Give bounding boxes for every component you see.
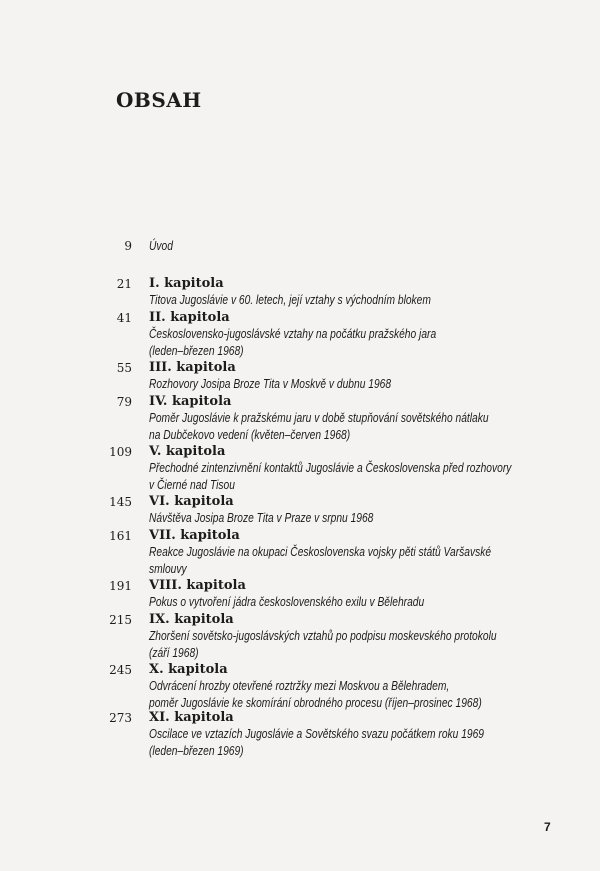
chapter-title-line: (leden–březen 1969) — [149, 744, 244, 758]
toc-entry-text — [149, 394, 563, 444]
chapter-title-line: Zhoršení sovětsko-jugoslávských vztahů po podpisu moskevského protokolu — [149, 629, 497, 643]
chapter-heading: V. kapitola — [149, 444, 226, 459]
chapter-heading: IV. kapitola — [149, 394, 232, 409]
toc-page-number: 21 — [116, 277, 132, 291]
toc-entry-text — [149, 238, 178, 255]
chapter-title-line: Rozhovory Josipa Broze Tita v Moskvě v dubnu 1968 — [149, 377, 392, 391]
chapter-heading: I. kapitola — [149, 276, 224, 291]
toc-page-number: 245 — [109, 663, 132, 677]
chapter-title-line: Přechodné zintenzivnění kontaktů Jugoslávie a Československa před rozhovory — [149, 461, 512, 475]
toc-page-number: 145 — [109, 495, 132, 509]
chapter-title-line: smlouvy — [149, 562, 187, 576]
chapter-title-line: Návštěva Josipa Broze Tita v Praze v srpnu 1968 — [149, 511, 374, 525]
toc-entry-text — [149, 662, 555, 712]
chapter-heading: VI. kapitola — [149, 494, 234, 509]
page-title: OBSAH — [116, 88, 202, 112]
toc-entry-text — [149, 612, 573, 662]
chapter-title-line: Československo-jugoslávské vztahy na počátku pražského jara — [149, 327, 437, 341]
chapter-heading: X. kapitola — [149, 662, 228, 677]
toc-page-number: 215 — [109, 613, 132, 627]
chapter-heading: XI. kapitola — [149, 710, 234, 725]
chapter-heading: III. kapitola — [149, 360, 236, 375]
chapter-title-line: Titova Jugoslávie v 60. letech, její vztahy s východním blokem — [149, 293, 431, 307]
chapter-title-line: (leden–březen 1968) — [149, 344, 244, 358]
chapter-title-line: poměr Jugoslávie ke skomírání obrodného procesu (říjen–prosinec 1968) — [149, 696, 482, 710]
toc-page-number: 79 — [116, 395, 132, 409]
toc-entry-text — [149, 276, 493, 309]
chapter-title-line: na Dubčekovo vedení (květen–červen 1968) — [149, 428, 351, 442]
chapter-title-line: Oscilace ve vztazích Jugoslávie a Sovětského svazu počátkem roku 1969 — [149, 727, 485, 741]
toc-entry-text — [149, 710, 558, 760]
chapter-title-line: Reakce Jugoslávie na okupaci Československa vojsky pěti států Varšavské — [149, 545, 492, 559]
chapter-heading: IX. kapitola — [149, 612, 234, 627]
chapter-title-line: Pokus o vytvoření jádra československého exilu v Bělehradu — [149, 595, 425, 609]
chapter-heading: VII. kapitola — [149, 528, 240, 543]
toc-entry-text — [149, 310, 499, 360]
page-number: 7 — [544, 820, 551, 834]
toc-page-number: 109 — [109, 445, 132, 459]
chapter-heading: II. kapitola — [149, 310, 230, 325]
chapter-title-line: v Čierné nad Tisou — [149, 478, 235, 492]
toc-page-number: 55 — [116, 361, 132, 375]
toc-entry-text — [149, 578, 485, 611]
chapter-title-line: (září 1968) — [149, 646, 199, 660]
toc-entry-text — [149, 360, 444, 393]
toc-page-number: 191 — [109, 579, 132, 593]
chapter-title-line: Úvod — [149, 239, 173, 253]
chapter-title-line: Poměr Jugoslávie k pražskému jaru v době stupňování sovětského nátlaku — [149, 411, 489, 425]
toc-entry-text — [149, 444, 591, 494]
toc-page-number: 273 — [109, 711, 132, 725]
toc-entry-text — [149, 528, 566, 578]
toc-page-number: 9 — [124, 239, 132, 253]
toc-page-number: 41 — [116, 311, 132, 325]
toc-entry-text — [149, 494, 423, 527]
chapter-heading: VIII. kapitola — [149, 578, 246, 593]
chapter-title-line: Odvrácení hrozby otevřené roztržky mezi Moskvou a Bělehradem, — [149, 679, 450, 693]
toc-page-number: 161 — [109, 529, 132, 543]
